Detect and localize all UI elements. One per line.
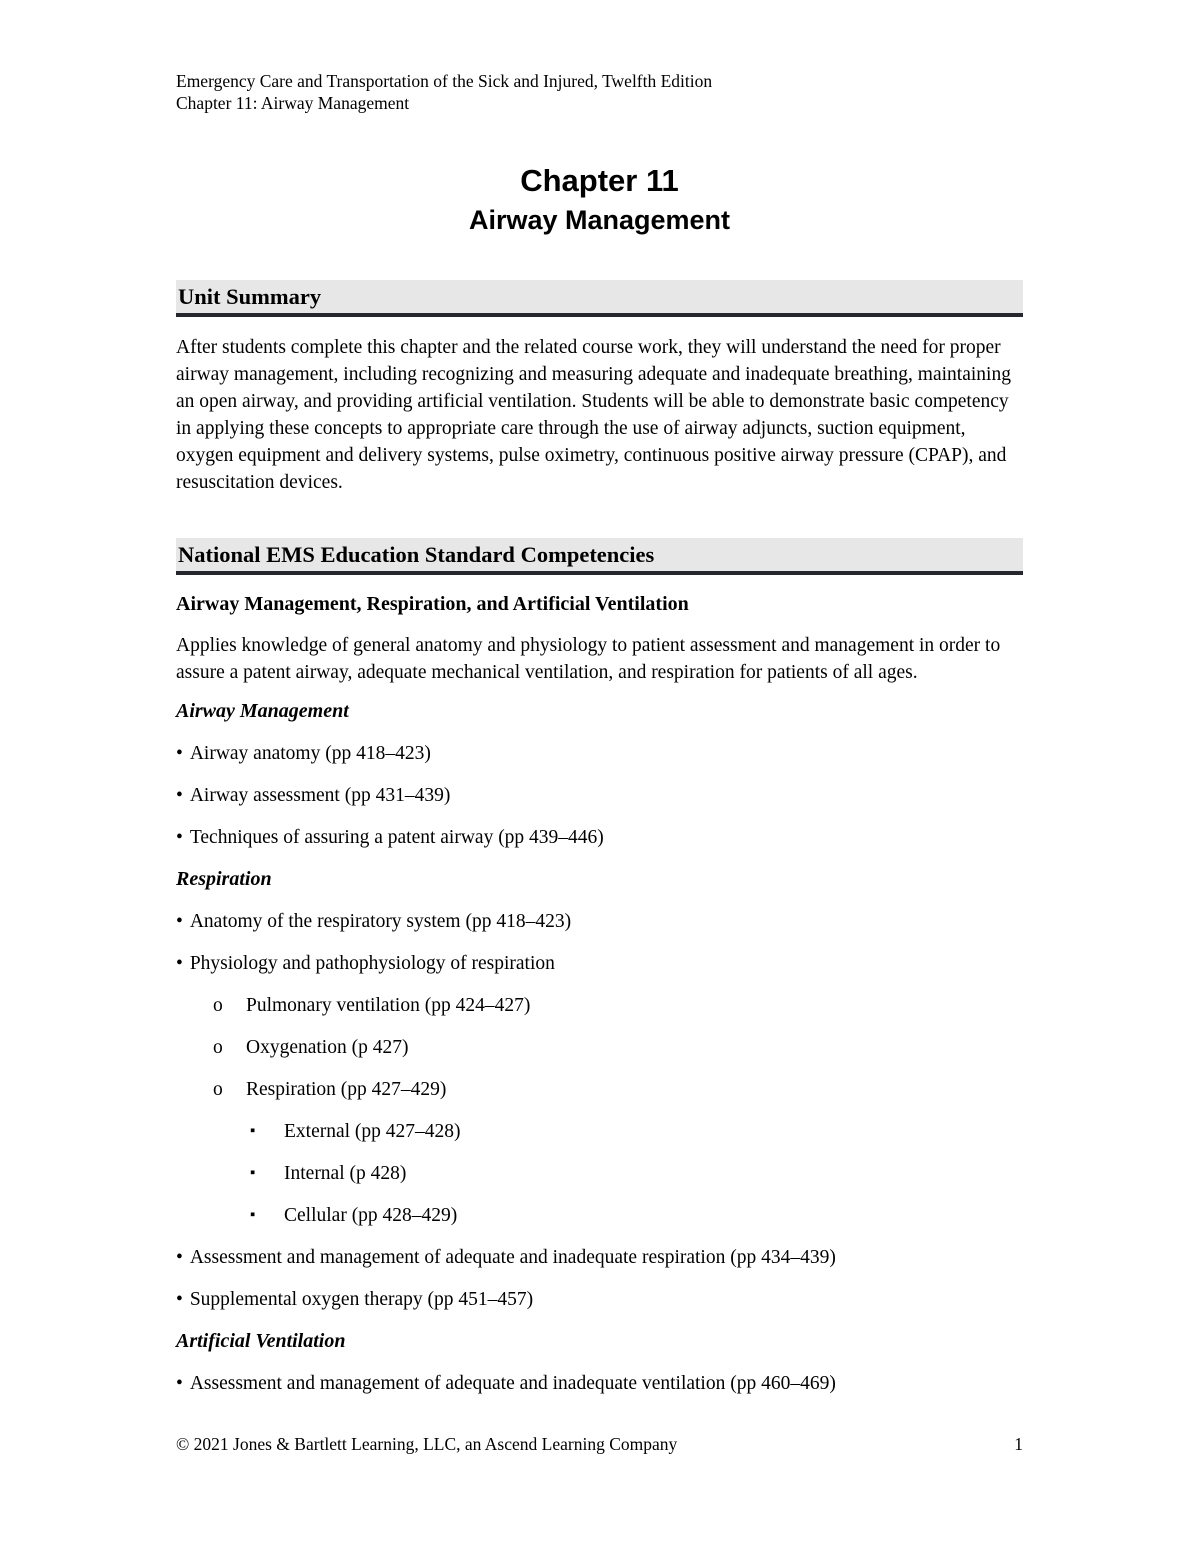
outline-item-text: Assessment and management of adequate and inadequate ventilation (pp 460–469): [189, 1373, 836, 1394]
square-bullet-icon: ▪: [250, 1123, 256, 1139]
chapter-name-title: Airway Management: [468, 205, 731, 235]
bullet-icon: •: [176, 1373, 183, 1394]
competencies-outline: [176, 698, 1023, 1397]
outline-item-level1: [176, 908, 1023, 935]
competencies-subheading: Airway Management, Respiration, and Artificial Ventilation: [176, 593, 689, 615]
bullet-icon: •: [176, 1289, 183, 1310]
outline-item-text: Physiology and pathophysiology of respiration: [189, 953, 555, 974]
circle-bullet-icon: o: [213, 1037, 223, 1058]
bullet-icon: •: [176, 785, 183, 806]
outline-item-text: Pulmonary ventilation (pp 424–427): [246, 995, 531, 1016]
outline-item-level1: [176, 782, 1023, 809]
outline-item-text: Assessment and management of adequate and inadequate respiration (pp 434–439): [189, 1247, 836, 1268]
outline-item-level1: [176, 740, 1023, 767]
outline-item-level2: [176, 992, 1023, 1019]
outline-item-text: Anatomy of the respiratory system (pp 418–423): [189, 911, 572, 932]
footer-copyright: © 2021 Jones & Bartlett Learning, LLC, an Ascend Learning Company: [176, 1434, 678, 1454]
outline-item-level1: [176, 1286, 1023, 1313]
bullet-icon: •: [176, 827, 183, 848]
circle-bullet-icon: o: [213, 1079, 223, 1100]
page-footer: [176, 1433, 1023, 1455]
circle-bullet-icon: o: [213, 995, 223, 1016]
outline-item-text: External (pp 427–428): [284, 1121, 461, 1142]
bullet-icon: •: [176, 953, 183, 974]
running-header-chapter: Chapter 11: Airway Management: [176, 93, 410, 113]
outline-group-title: Airway Management: [176, 700, 349, 722]
outline-item-level3: [176, 1202, 1023, 1229]
square-bullet-icon: ▪: [250, 1165, 256, 1181]
outline-item-level1: [176, 824, 1023, 851]
outline-item-text: Internal (p 428): [284, 1163, 407, 1184]
chapter-title-block: [176, 160, 1023, 238]
bullet-icon: •: [176, 1247, 183, 1268]
running-header-book-title: Emergency Care and Transportation of the Sick and Injured, Twelfth Edition: [176, 71, 713, 91]
section-heading-competencies: National EMS Education Standard Competencies: [176, 538, 1023, 575]
outline-item-level3: [176, 1160, 1023, 1187]
outline-item-level2: [176, 1076, 1023, 1103]
outline-item-level2: [176, 1034, 1023, 1061]
running-header: [176, 0, 1023, 114]
outline-item-level1: [176, 1370, 1023, 1397]
outline-item-text: Techniques of assuring a patent airway (pp 439–446): [189, 827, 604, 848]
outline-item-text: Airway assessment (pp 431–439): [189, 785, 451, 806]
outline-group-title: Respiration: [176, 868, 272, 890]
chapter-number-title: Chapter 11: [520, 163, 679, 198]
outline-group-title: Artificial Ventilation: [176, 1330, 346, 1352]
bullet-icon: •: [176, 743, 183, 764]
outline-item-level1: [176, 1244, 1023, 1271]
section-heading-unit-summary: Unit Summary: [176, 280, 1023, 317]
outline-item-text: Oxygenation (p 427): [246, 1037, 409, 1058]
outline-item-level3: [176, 1118, 1023, 1145]
square-bullet-icon: ▪: [250, 1207, 256, 1223]
page-content: [176, 0, 1023, 1412]
outline-item-level1: [176, 950, 1023, 977]
unit-summary-paragraph: After students complete this chapter and the related course work, they will understand the need for proper airway management, including recognizing and measuring adequate and inadequate breathing, maintaining an open airway, and providing artificial ventilation. Students will be able to demonstrate basic competency in applying these concepts to appropriate care through the use of airway adjuncts, suction equipment, oxygen equipment and delivery systems, pulse oximetry, continuous positive airway pressure (CPAP), and resuscitation devices.: [176, 337, 1011, 493]
competencies-intro-paragraph: Applies knowledge of general anatomy and physiology to patient assessment and management in order to assure a patent airway, adequate mechanical ventilation, and respiration for patients of all ages.: [176, 635, 1001, 683]
footer-page-number: 1: [1014, 1434, 1023, 1454]
outline-item-text: Supplemental oxygen therapy (pp 451–457): [189, 1289, 534, 1310]
outline-item-text: Respiration (pp 427–429): [246, 1079, 447, 1100]
outline-item-text: Airway anatomy (pp 418–423): [189, 743, 431, 764]
bullet-icon: •: [176, 911, 183, 932]
outline-item-text: Cellular (pp 428–429): [284, 1205, 458, 1226]
